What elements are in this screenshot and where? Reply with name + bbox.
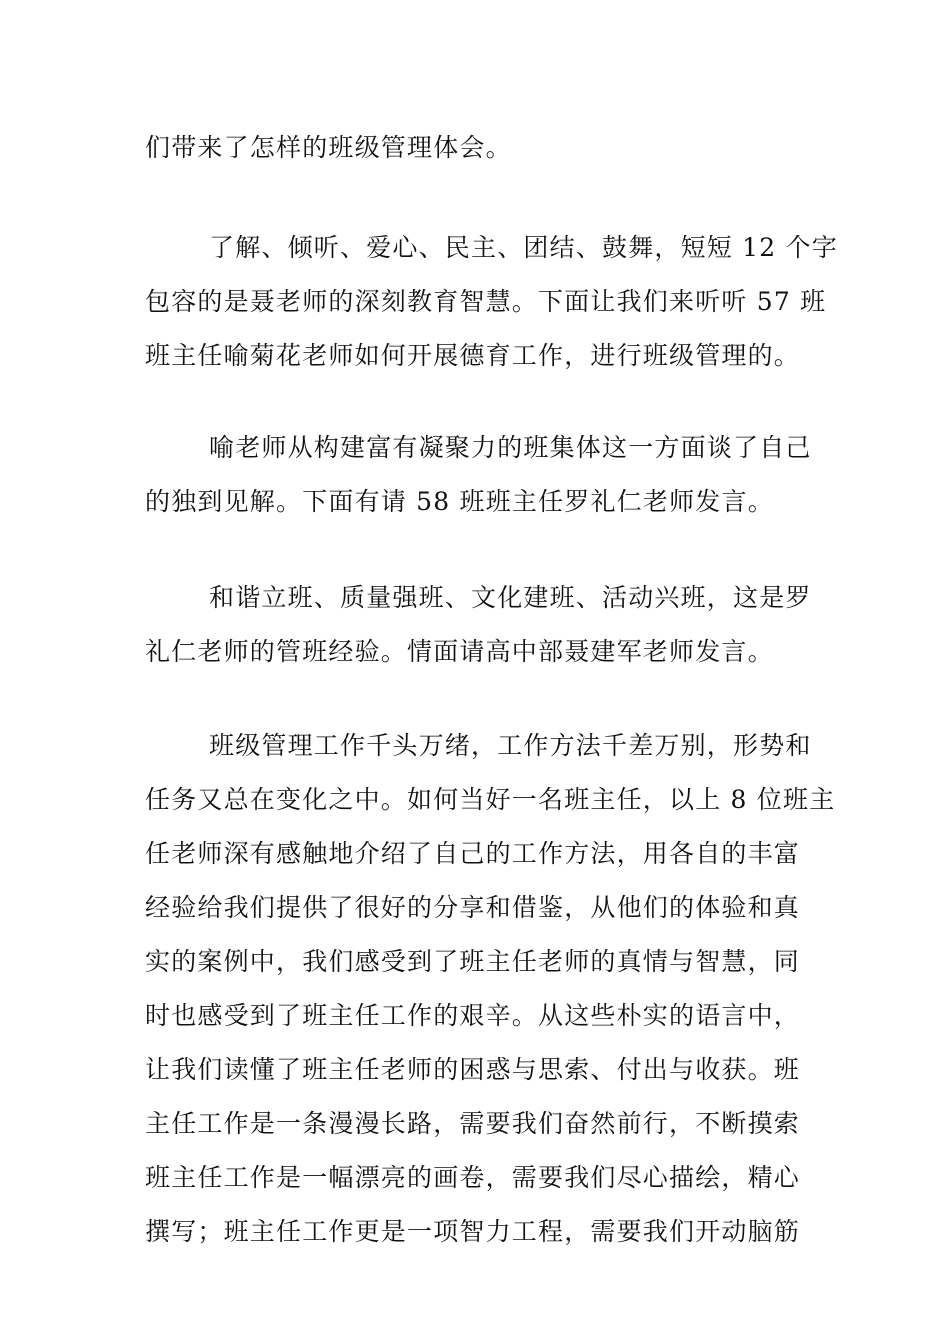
text-line: 任老师深有感触地介绍了自己的工作方法，用各自的丰富 — [145, 839, 801, 868]
text-line: 班级管理工作千头万绪，工作方法千差万别，形势和 — [209, 731, 812, 760]
text-line: 撰写；班主任工作更是一项智力工程，需要我们开动脑筋 — [145, 1217, 801, 1246]
text-line: 和谐立班、质量强班、文化建班、活动兴班，这是罗 — [209, 583, 812, 612]
text-line: 的独到见解。下面有请 58 班班主任罗礼仁老师发言。 — [145, 487, 774, 516]
paragraph-1 — [145, 121, 815, 175]
text-line: 经验给我们提供了很好的分享和借鉴，从他们的体验和真 — [145, 893, 801, 922]
paragraph-5 — [145, 719, 836, 1259]
text-line: 主任工作是一条漫漫长路，需要我们奋然前行，不断摸索 — [145, 1109, 801, 1138]
text-line: 们带来了怎样的班级管理体会。 — [145, 133, 512, 162]
text-line: 时也感受到了班主任工作的艰辛。从这些朴实的语言中， — [145, 1001, 801, 1030]
text-line: 实的案例中，我们感受到了班主任老师的真情与智慧，同 — [145, 947, 801, 976]
text-line: 班主任喻菊花老师如何开展德育工作，进行班级管理的。 — [145, 341, 801, 370]
text-line: 喻老师从构建富有凝聚力的班集体这一方面谈了自己 — [209, 433, 812, 462]
text-line: 礼仁老师的管班经验。情面请高中部聂建军老师发言。 — [145, 637, 774, 666]
paragraph-3 — [145, 421, 815, 529]
text-line: 班主任工作是一幅漂亮的画卷，需要我们尽心描绘，精心 — [145, 1163, 801, 1192]
text-line: 任务又总在变化之中。如何当好一名班主任，以上 8 位班主 — [145, 785, 836, 814]
paragraph-4 — [145, 571, 815, 679]
text-line: 了解、倾听、爱心、民主、团结、鼓舞，短短 12 个字 — [209, 233, 838, 262]
text-line: 包容的是聂老师的深刻教育智慧。下面让我们来听听 57 班 — [145, 287, 827, 316]
paragraph-2 — [145, 221, 838, 383]
text-line: 让我们读懂了班主任老师的困惑与思索、付出与收获。班 — [145, 1055, 801, 1084]
